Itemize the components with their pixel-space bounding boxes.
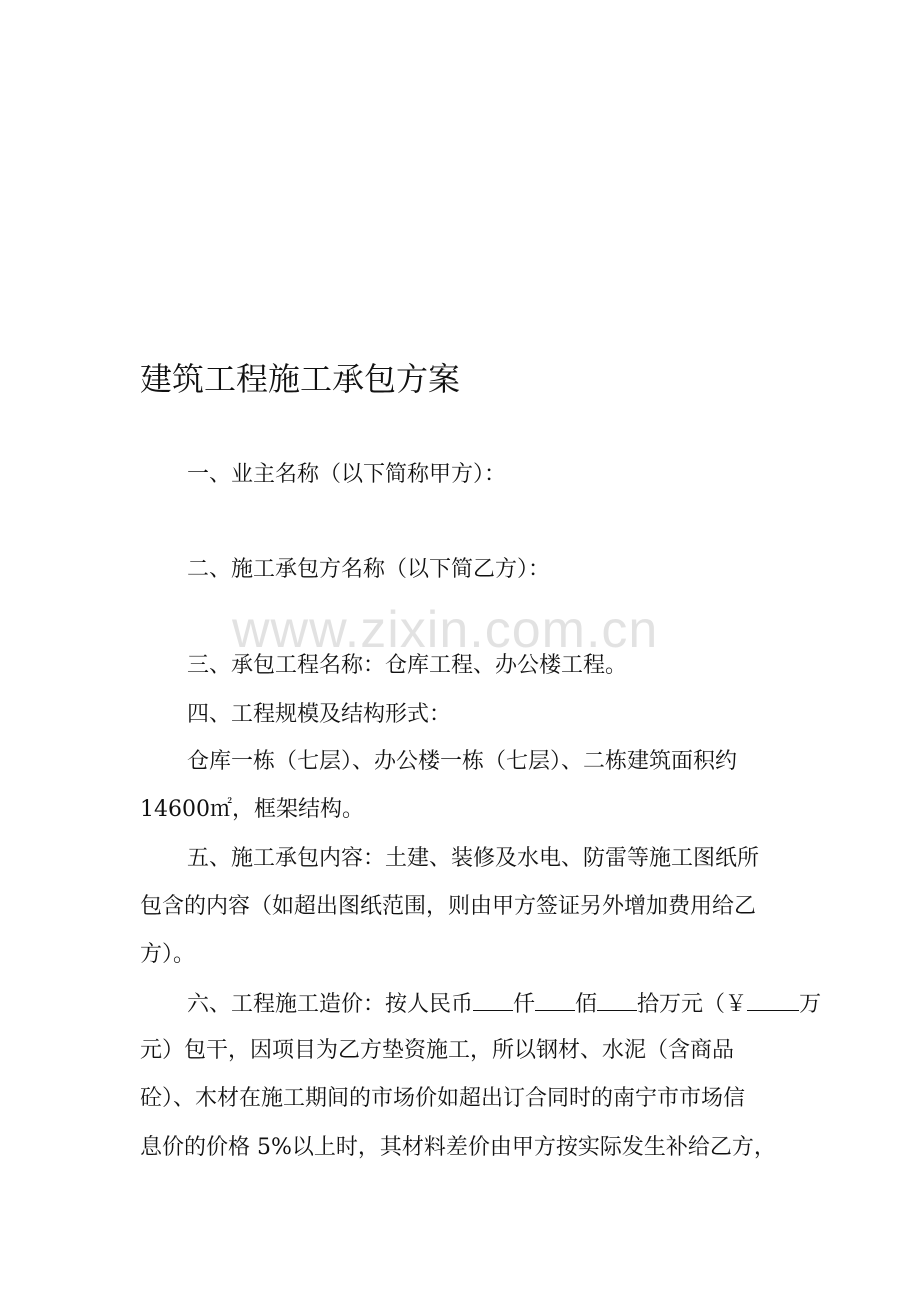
section-6-text-e: 万 [799,992,822,1017]
section-6-line-4: 息价的价格 5%以上时，其材料差价由甲方按实际发生补给乙方， [140,1135,776,1160]
section-6-line-3: 砼）、木材在施工期间的市场价如超出订合同时的南宁市市场信 [140,1086,746,1111]
section-3-project-name: 三、承包工程名称：仓库工程、办公楼工程。 [187,653,628,678]
section-5-line-3: 方）。 [140,942,196,967]
blank-thousands[interactable] [473,988,513,1011]
section-6-line-2: 元）包干，因项目为乙方垫资施工，所以钢材、水泥（含商品 [140,1038,735,1063]
watermark: www.zixin.com.cn [232,601,659,659]
section-5-line-2: 包含的内容（如超出图纸范围，则由甲方签证另外增加费用给乙 [140,894,757,919]
section-6-text-c: 佰 [575,992,598,1017]
section-1-owner-name: 一、业主名称（以下简称甲方）： [187,462,507,487]
section-5-line-1: 五、施工承包内容：土建、装修及水电、防雷等施工图纸所 [187,846,760,871]
blank-tens[interactable] [597,988,637,1011]
section-4-body-line-2: 14600㎡，框架结构。 [140,797,364,822]
blank-hundreds[interactable] [535,988,575,1011]
section-4-heading: 四、工程规模及结构形式： [187,702,452,727]
section-6-text-b: 仟 [513,992,536,1017]
document-title: 建筑工程施工承包方案 [140,360,461,398]
section-4-body-line-1: 仓库一栋（七层）、办公楼一栋（七层）、二栋建筑面积约 [187,749,738,774]
section-6-text-a: 六、工程施工造价：按人民币 [187,992,474,1017]
section-6-text-d: 拾万元（￥ [637,992,748,1017]
section-2-contractor-name: 二、施工承包方名称（以下简乙方）： [187,557,551,582]
blank-amount[interactable] [747,988,799,1011]
section-6-line-1 [187,988,821,1020]
